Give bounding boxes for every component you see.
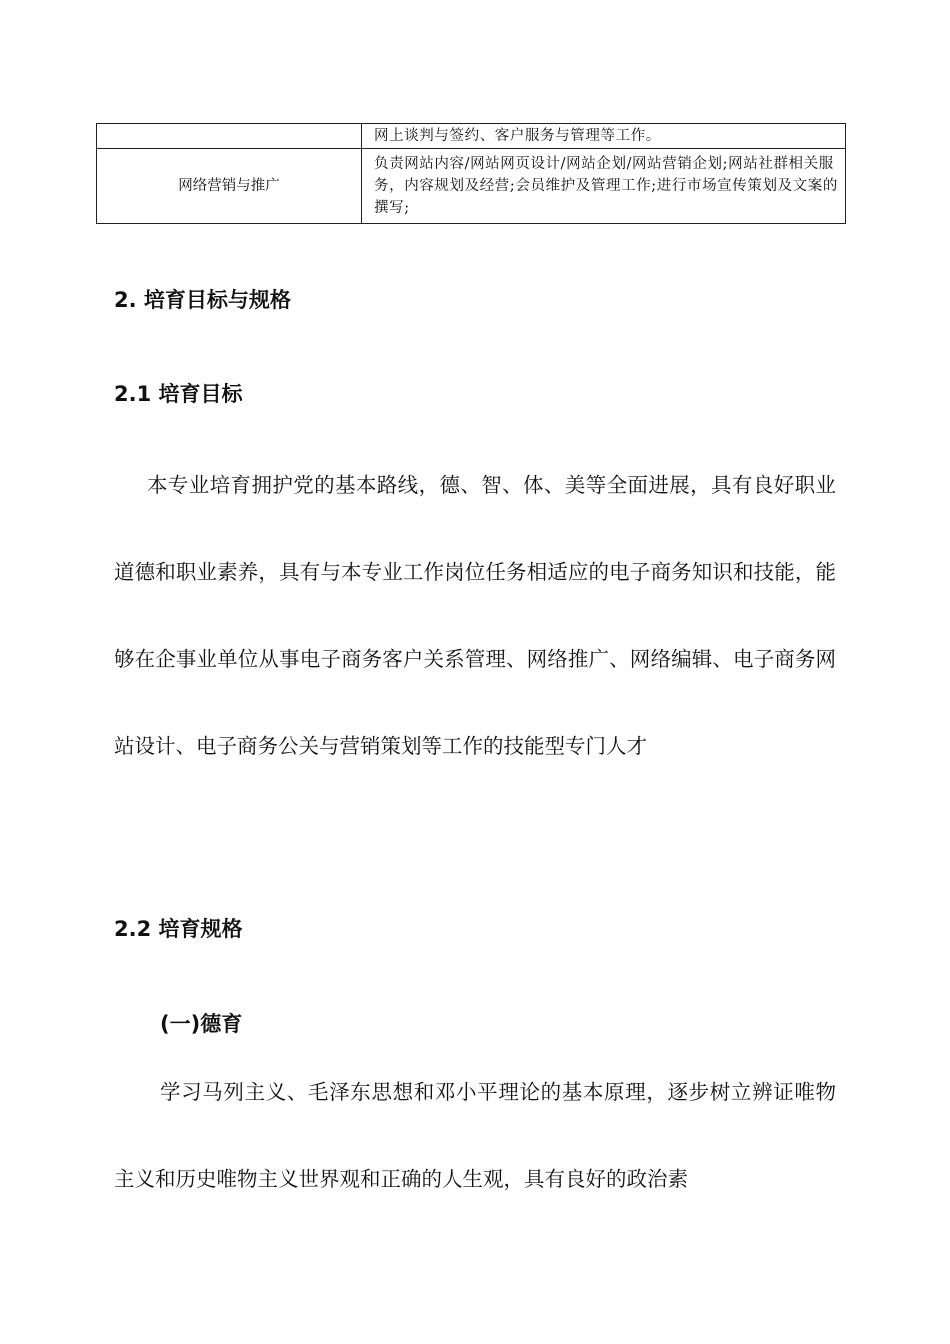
table-row [97, 149, 846, 224]
sub-subsection-heading: (一)德育 [160, 1012, 243, 1036]
table-cell-role: 网络营销与推广 [97, 149, 362, 224]
table-cell-role [97, 124, 362, 149]
table-row [97, 124, 846, 149]
job-description-table [96, 123, 846, 224]
table-cell-duties: 网上谈判与签约、客户服务与管理等工作。 [362, 124, 846, 149]
body-paragraph: 本专业培育拥护党的基本路线，德、智、体、美等全面进展，具有良好职业道德和职业素养，具有与本专业工作岗位任务相适应的电子商务知识和技能，能够在企事业单位从事电子商务客户关系管理、网络推广、网络编辑、电子商务网站设计、电子商务公关与营销策划等工作的技能型专门人才 [114, 473, 836, 758]
body-paragraph: 学习马列主义、毛泽东思想和邓小平理论的基本原理，逐步树立辨证唯物主义和历史唯物主义世界观和正确的人生观，具有良好的政治素 [114, 1080, 836, 1191]
subsection-heading: 2.1 培育目标 [114, 382, 243, 406]
section-heading: 2. 培育目标与规格 [114, 288, 291, 312]
table-cell-duties: 负责网站内容/网站网页设计/网站企划/网站营销企划;网站社群相关服务，内容规划及经营;会员维护及管理工作;进行市场宣传策划及文案的撰写; [362, 149, 846, 224]
subsection-heading: 2.2 培育规格 [114, 917, 243, 941]
